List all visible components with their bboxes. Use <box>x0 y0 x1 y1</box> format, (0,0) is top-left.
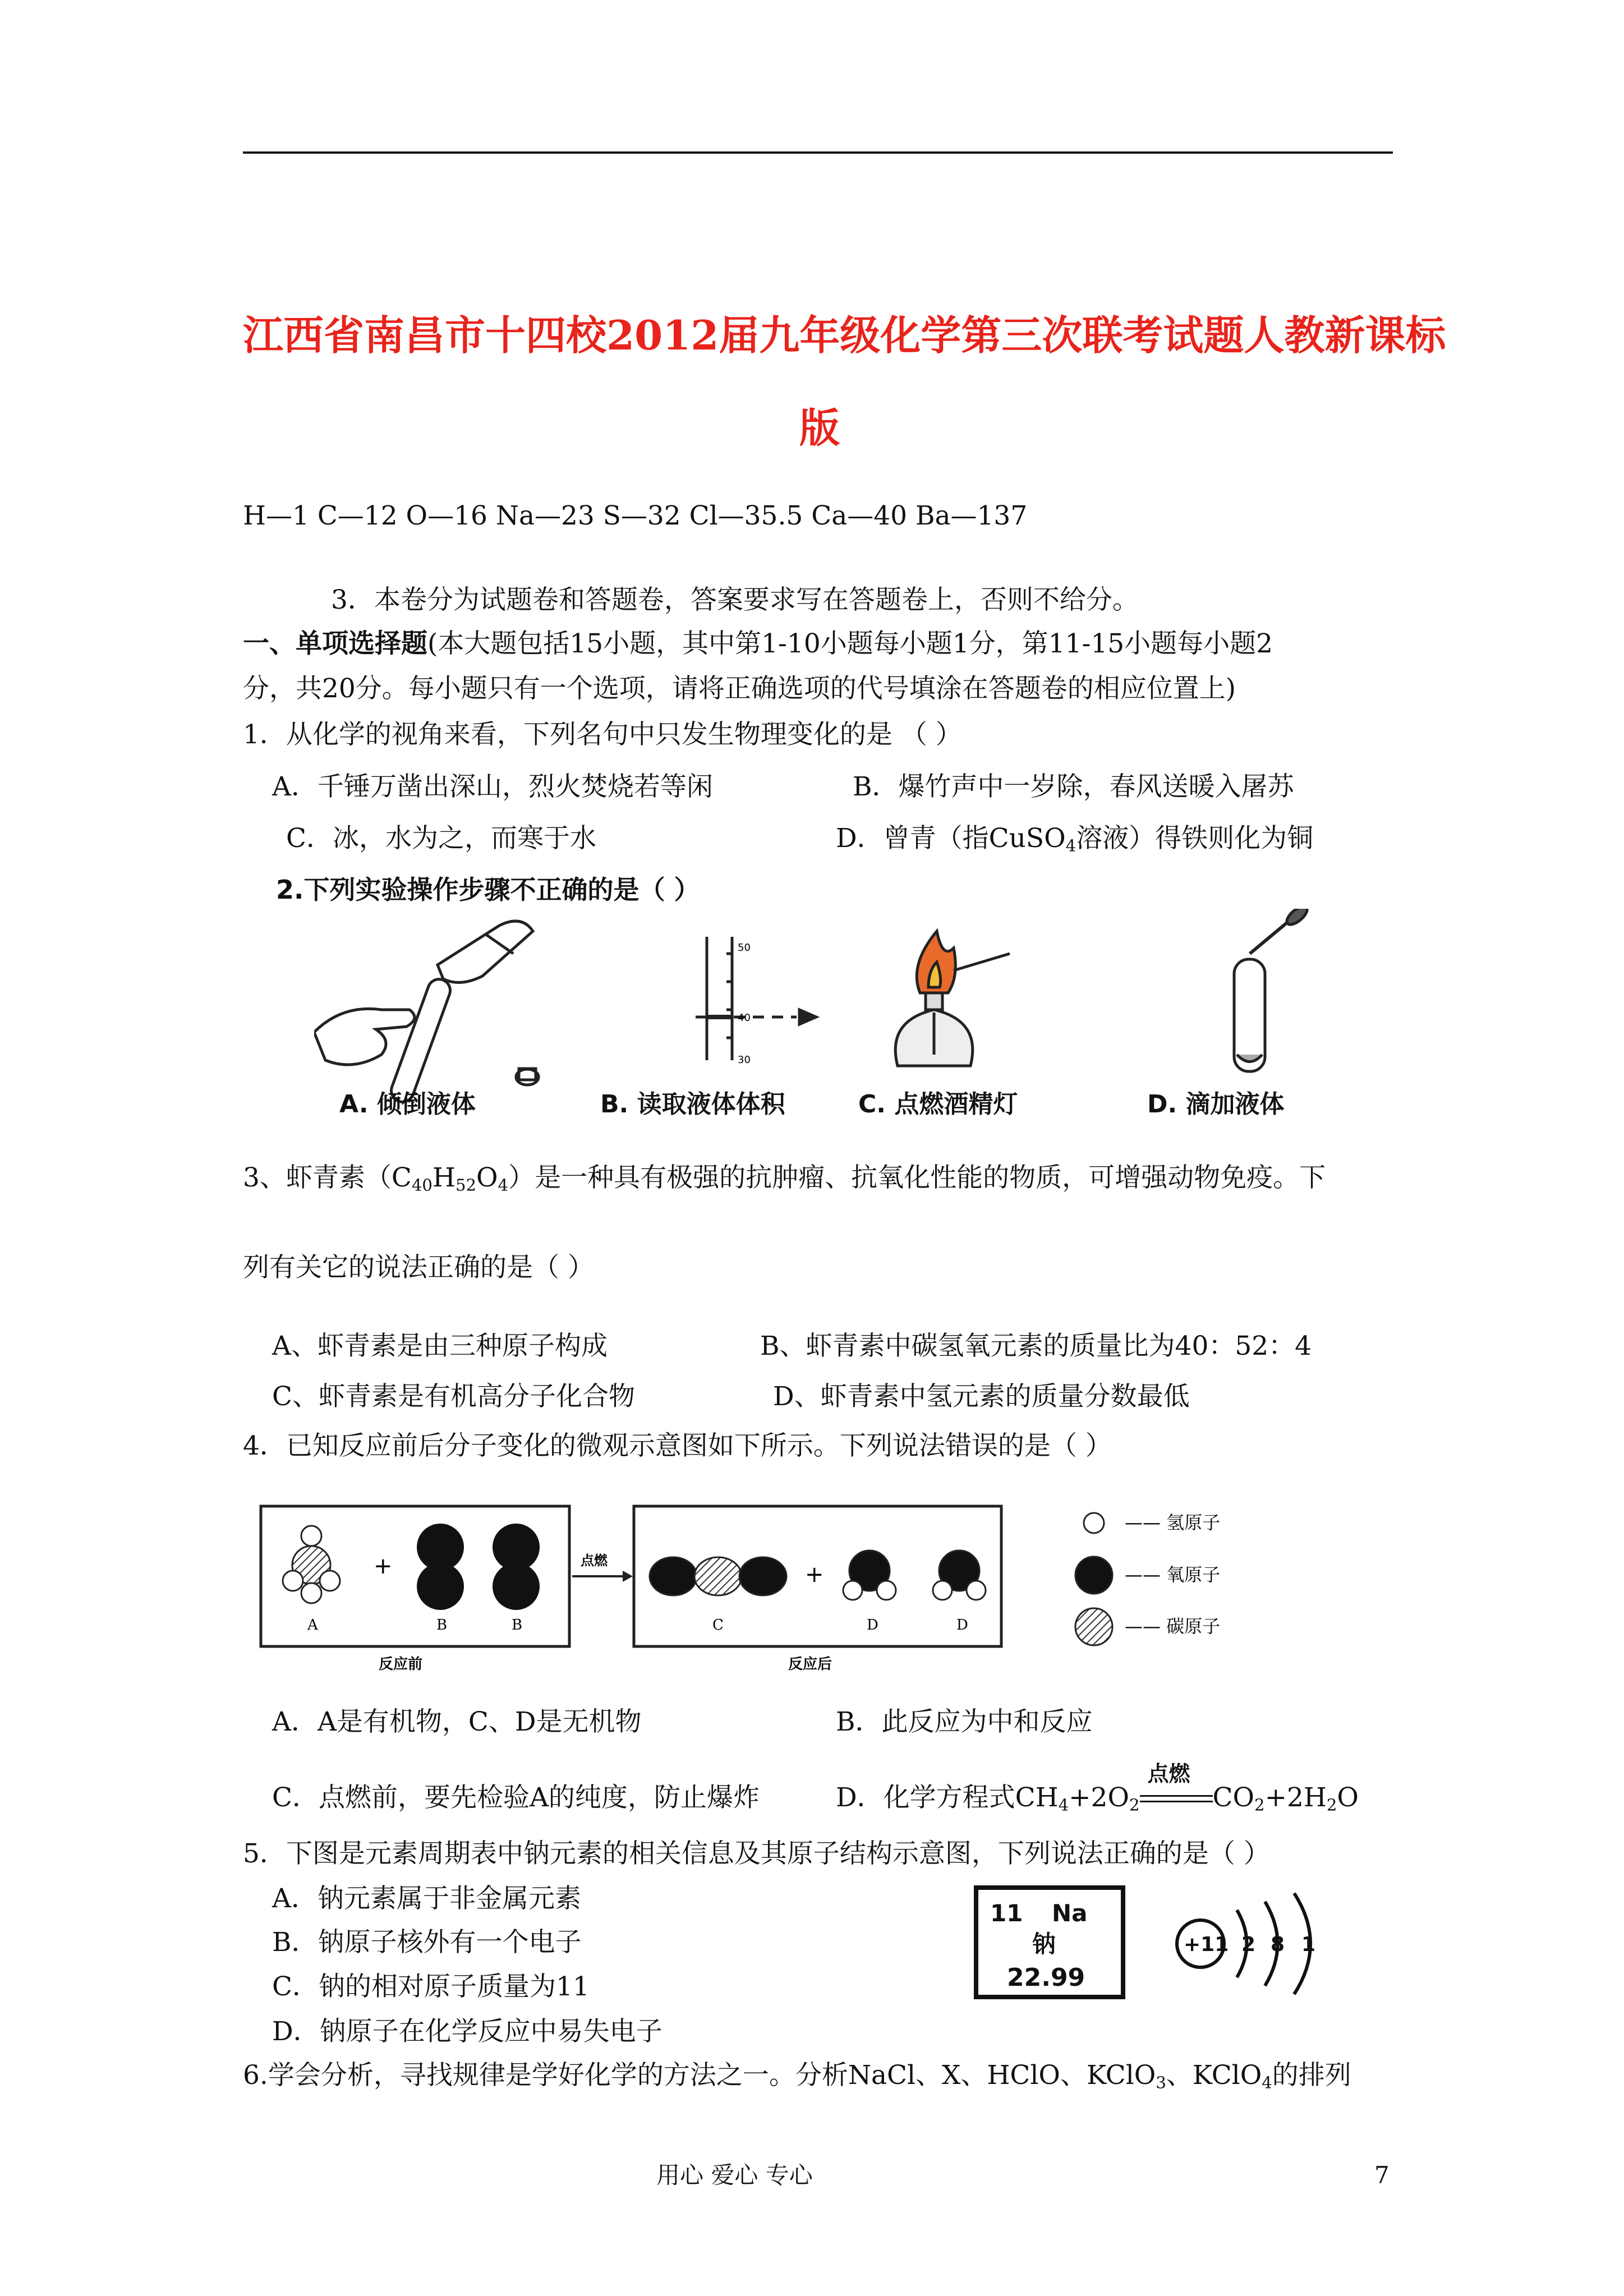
page-title: 江西省南昌市十四校2012届九年级化学第三次联考试题人教新课标 <box>243 311 1446 359</box>
header-rule <box>243 151 1393 154</box>
legend <box>1075 1513 1112 1645</box>
section-description: (本大题包括15小题，其中第1-10小题每小题1分，第11-15小题每小题2 <box>427 628 1273 659</box>
q1-stem: 1．从化学的视角来看，下列名句中只发生物理变化的是 （ ） <box>243 719 962 750</box>
footer-text: 用心 爱心 专心 <box>656 2161 813 2189</box>
element-name: 钠 <box>1032 1930 1056 1958</box>
q2-lab-figures <box>314 909 1436 1105</box>
q1-option-b: B．爆竹声中一岁除，春风送暖入屠苏 <box>853 771 1294 802</box>
methane-molecule <box>283 1526 340 1603</box>
molecule-label: B <box>436 1617 448 1634</box>
scale-label: 50 <box>738 942 751 954</box>
reaction-condition: 点燃 <box>1147 1761 1190 1786</box>
section-heading-line <box>243 627 1273 661</box>
q2-caption-a: A. 倾倒液体 <box>339 1090 476 1119</box>
q4-option-b: B．此反应为中和反应 <box>836 1706 1093 1737</box>
q3-option-a: A、虾青素是由三种原子构成 <box>272 1331 608 1361</box>
q2-caption-c: C. 点燃酒精灯 <box>858 1090 1018 1119</box>
arrow-condition: 点燃 <box>581 1553 608 1568</box>
sodium-figure <box>973 1885 1366 2003</box>
q4-stem: 4．已知反应前后分子变化的微观示意图如下所示。下列说法错误的是（ ） <box>243 1430 1112 1461</box>
q1-option-c: C．冰，水为之，而寒于水 <box>286 823 596 854</box>
q2-stem: 2.下列实验操作步骤不正确的是（ ） <box>276 875 700 905</box>
atomic-masses: H—1 C—12 O—16 Na—23 S—32 Cl—35.5 Ca—40 Ba—137 <box>243 500 1028 531</box>
q5-stem: 5．下图是元素周期表中钠元素的相关信息及其原子结构示意图，下列说法正确的是（ ） <box>243 1838 1270 1869</box>
q5-option-d: D．钠原子在化学反应中易失电子 <box>272 2016 663 2047</box>
q2-caption-d: D. 滴加液体 <box>1147 1090 1285 1119</box>
atomic-number: 11 <box>990 1899 1023 1927</box>
q4-option-c: C．点燃前，要先检验A的纯度，防止爆炸 <box>272 1782 760 1813</box>
shell-electrons: 2 <box>1241 1933 1256 1956</box>
q4-option-a: A．A是有机物，C、D是无机物 <box>272 1706 642 1737</box>
q5-option-b: B．钠原子核外有一个电子 <box>272 1927 582 1958</box>
carbon-atom-icon <box>1075 1608 1112 1645</box>
section-heading: 一、单项选择题 <box>243 628 427 659</box>
page-title-continued: 版 <box>799 404 840 452</box>
q4-option-d: D．化学方程式$CH_4+2O_2$ 点燃 $CO_2+2H_2O$ <box>836 1781 1359 1815</box>
exam-note: 3．本卷分为试题卷和答题卷，答案要求写在答题卷上，否则不给分。 <box>331 585 1139 615</box>
pouring-liquid-icon <box>314 921 539 1105</box>
scale-label: 30 <box>738 1054 751 1066</box>
legend-oxygen: —— 氧原子 <box>1125 1564 1221 1585</box>
molecule-label: B <box>512 1617 523 1634</box>
page-number: 7 <box>1374 2161 1390 2189</box>
q5-option-c: C．钠的相对原子质量为11 <box>272 1971 590 2002</box>
nucleus-charge: +11 <box>1184 1933 1229 1956</box>
shell-electrons: 1 <box>1301 1933 1316 1956</box>
q4-reaction-diagram <box>258 1503 1290 1677</box>
q1-option-a: A．千锤万凿出深山，烈火焚烧若等闲 <box>272 771 713 802</box>
q3-stem: 3、虾青素$(C_{40}H_{52}O_4)$是一种具有极强的抗肿瘤、抗氧化性能的物质，可增强动物免疫。下 <box>243 1162 1326 1195</box>
hydrogen-atom-icon <box>1084 1513 1104 1533</box>
shell-electrons: 8 <box>1271 1933 1285 1956</box>
molecule-label: C <box>712 1617 724 1634</box>
q1-option-d: D．曾青（指CuSO$_4$溶液）得铁则化为铜 <box>836 823 1314 855</box>
q3-option-d: D、虾青素中氢元素的质量分数最低 <box>773 1381 1190 1412</box>
dropper-icon <box>1234 909 1310 1071</box>
carbon-dioxide-molecule <box>650 1557 786 1595</box>
plus-sign: + <box>374 1553 393 1579</box>
q3-option-b: B、虾青素中碳氢氧元素的质量比为40：52：4 <box>760 1331 1312 1361</box>
molecule-label: D <box>956 1617 968 1634</box>
water-molecule <box>843 1550 986 1600</box>
oxygen-atom-icon <box>1075 1557 1112 1594</box>
q5-option-a: A．钠元素属于非金属元素 <box>272 1883 581 1914</box>
before-label: 反应前 <box>379 1656 423 1673</box>
graduated-cylinder-icon <box>696 937 816 1060</box>
alcohol-lamp-icon <box>895 931 1010 1066</box>
after-label: 反应后 <box>788 1656 832 1673</box>
molecule-label: A <box>307 1617 318 1634</box>
plus-sign: + <box>805 1562 824 1588</box>
element-symbol: Na <box>1052 1899 1088 1927</box>
atomic-mass: 22.99 <box>1007 1963 1085 1992</box>
section-description-continued: 分，共20分。每小题只有一个选项，请将正确选项的代号填涂在答题卷的相应位置上) <box>243 673 1236 704</box>
q2-caption-b: B. 读取液体体积 <box>600 1090 785 1119</box>
q3-stem-continued: 列有关它的说法正确的是（ ） <box>243 1252 594 1283</box>
legend-hydrogen: —— 氢原子 <box>1125 1512 1221 1533</box>
molecule-label: D <box>867 1617 878 1634</box>
scale-label: 40 <box>738 1012 751 1024</box>
q3-option-c: C、虾青素是有机高分子化合物 <box>272 1381 635 1412</box>
q6-stem: 6.学会分析，寻找规律是学好化学的方法之一。分析NaCl、X、HClO、KClO$_3$、KClO$_4$的排列 <box>243 2060 1351 2092</box>
oxygen-molecule <box>417 1524 540 1610</box>
legend-carbon: —— 碳原子 <box>1125 1616 1221 1637</box>
